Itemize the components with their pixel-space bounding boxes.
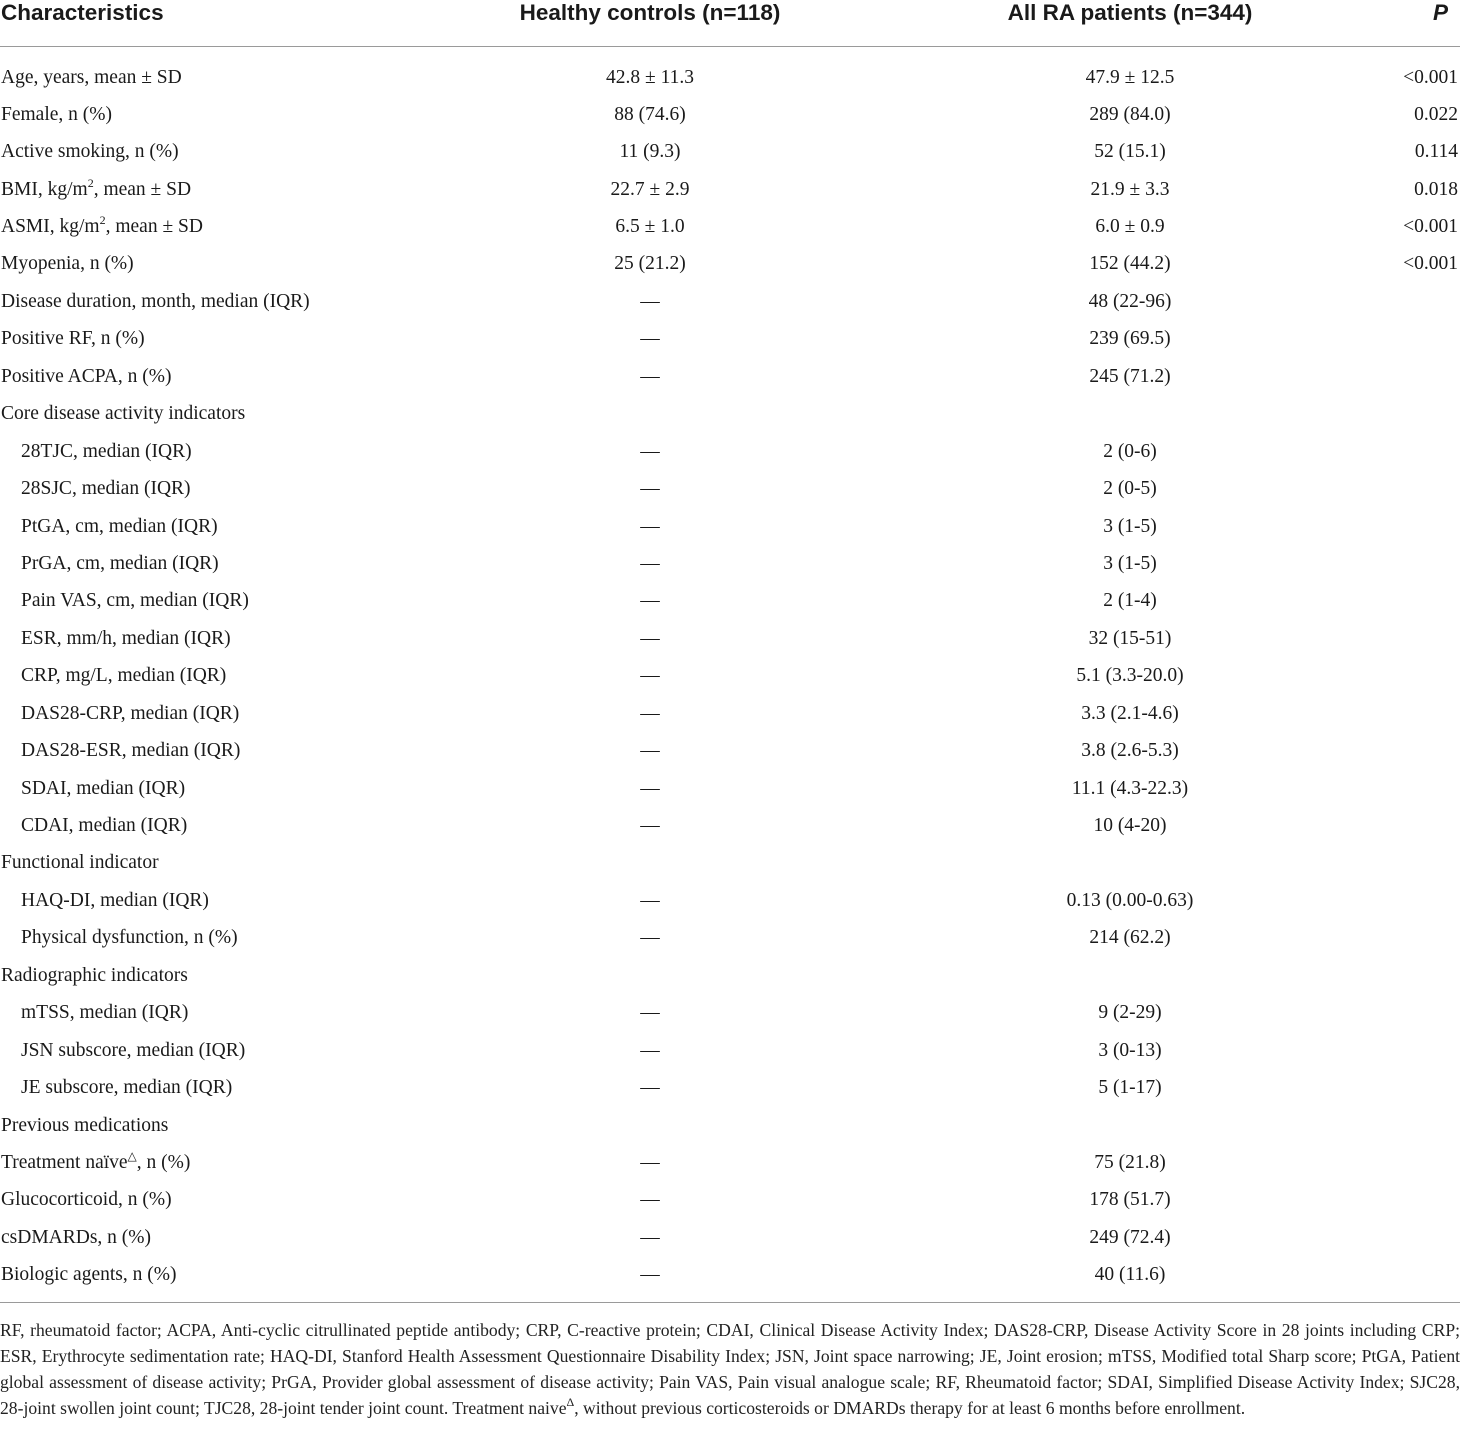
- cell-p-value: [1380, 957, 1460, 994]
- cell-p-value: [1380, 1219, 1460, 1256]
- cell-p-value: [1380, 321, 1460, 358]
- cell-p-value: [1380, 583, 1460, 620]
- row-label: Disease duration, month, median (IQR): [1, 290, 310, 312]
- table-header: [0, 0, 1460, 47]
- table-row: [0, 133, 1460, 170]
- cell-healthy-controls: —: [640, 1226, 660, 1248]
- row-label-superscript: 2: [99, 213, 106, 228]
- row-label: CRP, mg/L, median (IQR): [21, 665, 227, 687]
- cell-healthy-controls: —: [640, 478, 660, 500]
- row-label: Active smoking, n (%): [1, 141, 179, 163]
- cell-healthy-controls: —: [640, 1039, 660, 1061]
- row-label-text-end: , mean ± SD: [93, 178, 192, 200]
- header-healthy-controls: Healthy controls (n=118): [420, 0, 880, 47]
- cell-p-value: [1380, 1032, 1460, 1069]
- cell-p-value: [1380, 732, 1460, 769]
- cell-healthy-controls: —: [640, 365, 660, 387]
- cell-ra-patients: 32 (15-51): [1088, 627, 1172, 649]
- cell-ra-patients: 3 (1-5): [1103, 515, 1157, 537]
- cell-p-value: [1380, 1144, 1460, 1181]
- cell-healthy-controls: —: [640, 552, 660, 574]
- cell-p-value: 0.114: [1414, 141, 1458, 163]
- cell-p-value: [1380, 433, 1460, 470]
- cell-ra-patients: 289 (84.0): [1089, 103, 1171, 125]
- cell-ra-patients: 75 (21.8): [1094, 1151, 1166, 1173]
- cell-ra-patients: 152 (44.2): [1089, 253, 1171, 275]
- row-label: ESR, mm/h, median (IQR): [21, 627, 231, 649]
- cell-p-value: [1380, 807, 1460, 844]
- cell-p-value: [1380, 770, 1460, 807]
- cell-healthy-controls: [420, 1107, 880, 1144]
- cell-ra-patients: 0.13 (0.00-0.63): [1066, 889, 1194, 911]
- row-label: CDAI, median (IQR): [21, 815, 188, 837]
- row-label: Radiographic indicators: [1, 964, 188, 986]
- cell-ra-patients: 3 (0-13): [1098, 1039, 1162, 1061]
- cell-p-value: [1380, 1257, 1460, 1303]
- row-label-text: ASMI, kg/m: [1, 216, 100, 238]
- table-row: [0, 920, 1460, 957]
- row-label: csDMARDs, n (%): [1, 1226, 152, 1248]
- cell-ra-patients: 245 (71.2): [1089, 365, 1171, 387]
- cell-p-value: [1380, 470, 1460, 507]
- cell-p-value: 0.022: [1414, 103, 1458, 125]
- cell-ra-patients: 10 (4-20): [1093, 815, 1167, 837]
- table-row: [0, 882, 1460, 919]
- cell-healthy-controls: —: [640, 927, 660, 949]
- cell-ra-patients: [880, 396, 1380, 433]
- footnote-text: RF, rheumatoid factor; ACPA, Anti-cyclic citrullinated peptide antibody; CRP, C-reactive protein; CDAI, Clinical Disease Activity Index; DAS28-CRP, Disease Activity Score in 28 joints including CRP; ESR, Erythrocyte sedimentation rate; HAQ-DI, Stanford Health Assessment Questionnaire Disability Index; JSN, Joint space narrowing; JE, Joint erosion; mTSS, Modified total Sharp score; PtGA, Patient global assessment of disease activity; PrGA, Provider global assessment of disease activity; Pain VAS, Pain visual analogue scale; RF, Rheumatoid factor; SDAI, Simplified Disease Activity Index; SJC28, 28-joint swollen joint count; TJC28, 28-joint tender joint count. Treatment naive: [0, 1320, 1460, 1418]
- row-label: [0, 171, 420, 208]
- cell-ra-patients: 40 (11.6): [1094, 1264, 1166, 1286]
- table-row: [0, 171, 1460, 208]
- table-row: [0, 283, 1460, 320]
- row-label: [0, 1144, 420, 1181]
- cell-ra-patients: 214 (62.2): [1089, 927, 1171, 949]
- row-label: Positive RF, n (%): [1, 328, 145, 350]
- cell-p-value: [1380, 920, 1460, 957]
- cell-healthy-controls: 25 (21.2): [614, 253, 686, 275]
- table-row: [0, 807, 1460, 844]
- cell-ra-patients: 3 (1-5): [1103, 552, 1157, 574]
- table-row: [0, 470, 1460, 507]
- cell-p-value: [1380, 283, 1460, 320]
- cell-healthy-controls: —: [640, 1002, 660, 1024]
- row-label-text-end: , mean ± SD: [105, 216, 203, 238]
- cell-ra-patients: 249 (72.4): [1089, 1226, 1171, 1248]
- cell-p-value: 0.018: [1414, 178, 1458, 200]
- header-ra-patients: All RA patients (n=344): [880, 0, 1380, 47]
- table-row: [0, 1182, 1460, 1219]
- row-label: JE subscore, median (IQR): [21, 1077, 233, 1099]
- cell-ra-patients: [880, 1107, 1380, 1144]
- row-label-superscript: 2: [87, 175, 94, 190]
- cell-ra-patients: 11.1 (4.3-22.3): [1071, 777, 1189, 799]
- table-row: [0, 47, 1460, 97]
- cell-healthy-controls: [420, 957, 880, 994]
- cell-healthy-controls: —: [640, 889, 660, 911]
- table-row: [0, 246, 1460, 283]
- row-label: 28SJC, median (IQR): [21, 478, 191, 500]
- row-label: Myopenia, n (%): [1, 253, 134, 275]
- cell-healthy-controls: 6.5 ± 1.0: [615, 216, 685, 238]
- cell-p-value: [1380, 695, 1460, 732]
- table-row: [0, 208, 1460, 245]
- row-label: 28TJC, median (IQR): [21, 440, 192, 462]
- cell-p-value: [1380, 1107, 1460, 1144]
- cell-ra-patients: 2 (0-6): [1103, 440, 1157, 462]
- row-label: PtGA, cm, median (IQR): [21, 515, 218, 537]
- cell-healthy-controls: —: [640, 627, 660, 649]
- header-p-value: P: [1380, 0, 1460, 47]
- cell-ra-patients: [880, 957, 1380, 994]
- table-row: [0, 433, 1460, 470]
- row-label: SDAI, median (IQR): [21, 777, 186, 799]
- table-row: [0, 508, 1460, 545]
- cell-p-value: [1380, 995, 1460, 1032]
- cell-p-value: <0.001: [1403, 253, 1458, 275]
- cell-ra-patients: 6.0 ± 0.9: [1095, 216, 1165, 238]
- cell-healthy-controls: —: [640, 665, 660, 687]
- row-label: Functional indicator: [1, 852, 159, 874]
- table-footnote: [0, 1317, 1460, 1421]
- cell-healthy-controls: —: [640, 815, 660, 837]
- footnote-superscript: Δ: [566, 1395, 575, 1409]
- table-row: [0, 732, 1460, 769]
- table-row: [0, 1107, 1460, 1144]
- table-row: [0, 1032, 1460, 1069]
- cell-healthy-controls: —: [640, 1077, 660, 1099]
- header-row: [0, 0, 1460, 47]
- table-row: [0, 695, 1460, 732]
- table-row: [0, 995, 1460, 1032]
- table-row: [0, 1144, 1460, 1181]
- table-row: [0, 583, 1460, 620]
- cell-p-value: <0.001: [1403, 216, 1458, 238]
- table-row: [0, 957, 1460, 994]
- cell-healthy-controls: —: [640, 1189, 660, 1211]
- row-label: DAS28-CRP, median (IQR): [21, 702, 240, 724]
- cell-healthy-controls: 88 (74.6): [614, 103, 686, 125]
- row-label: JSN subscore, median (IQR): [21, 1039, 246, 1061]
- cell-healthy-controls: —: [640, 590, 660, 612]
- cell-p-value: <0.001: [1403, 66, 1458, 88]
- cell-healthy-controls: —: [640, 515, 660, 537]
- row-label-text: BMI, kg/m: [1, 178, 88, 200]
- cell-ra-patients: 21.9 ± 3.3: [1090, 178, 1170, 200]
- table-row: [0, 1219, 1460, 1256]
- row-label: [0, 208, 420, 245]
- table-row: [0, 96, 1460, 133]
- table-row: [0, 396, 1460, 433]
- table-row: [0, 845, 1460, 882]
- row-label: Previous medications: [1, 1114, 169, 1136]
- cell-ra-patients: 2 (1-4): [1103, 590, 1157, 612]
- cell-p-value: [1380, 358, 1460, 395]
- cell-p-value: [1380, 508, 1460, 545]
- table-row: [0, 770, 1460, 807]
- cell-p-value: [1380, 545, 1460, 582]
- cell-p-value: [1380, 1069, 1460, 1106]
- cell-p-value: [1380, 620, 1460, 657]
- row-label: mTSS, median (IQR): [21, 1002, 189, 1024]
- cell-healthy-controls: —: [640, 740, 660, 762]
- table-row: [0, 545, 1460, 582]
- cell-ra-patients: 178 (51.7): [1089, 1189, 1171, 1211]
- cell-healthy-controls: [420, 396, 880, 433]
- row-label: Age, years, mean ± SD: [1, 66, 182, 88]
- cell-ra-patients: 5 (1-17): [1098, 1077, 1162, 1099]
- table-row: [0, 358, 1460, 395]
- cell-ra-patients: 52 (15.1): [1094, 141, 1166, 163]
- cell-healthy-controls: 11 (9.3): [619, 141, 681, 163]
- cell-healthy-controls: —: [640, 777, 660, 799]
- cell-healthy-controls: [420, 845, 880, 882]
- footnote-text-end: , without previous corticosteroids or DMARDs therapy for at least 6 months before enrollment.: [574, 1398, 1246, 1418]
- row-label: Physical dysfunction, n (%): [21, 927, 238, 949]
- cell-healthy-controls: 42.8 ± 11.3: [606, 66, 694, 88]
- cell-ra-patients: 9 (2-29): [1098, 1002, 1162, 1024]
- cell-healthy-controls: —: [640, 440, 660, 462]
- table-row: [0, 1257, 1460, 1303]
- row-label: Glucocorticoid, n (%): [1, 1189, 172, 1211]
- table-row: [0, 658, 1460, 695]
- cell-ra-patients: 239 (69.5): [1089, 328, 1171, 350]
- row-label: Female, n (%): [1, 103, 113, 125]
- table-row: [0, 620, 1460, 657]
- row-label-text: Treatment naïve: [1, 1151, 128, 1173]
- header-characteristics: Characteristics: [0, 0, 420, 47]
- cell-healthy-controls: 22.7 ± 2.9: [610, 178, 690, 200]
- cell-ra-patients: [880, 845, 1380, 882]
- row-label-text-end: , n (%): [136, 1151, 191, 1173]
- row-label: Biologic agents, n (%): [1, 1264, 177, 1286]
- cell-ra-patients: 3.3 (2.1-4.6): [1081, 702, 1179, 724]
- cell-p-value: [1380, 658, 1460, 695]
- cell-p-value: [1380, 882, 1460, 919]
- cell-healthy-controls: —: [640, 1264, 660, 1286]
- cell-healthy-controls: —: [640, 290, 660, 312]
- cell-ra-patients: 2 (0-5): [1103, 478, 1157, 500]
- row-label-superscript: △: [127, 1148, 137, 1163]
- cell-ra-patients: 3.8 (2.6-5.3): [1081, 740, 1179, 762]
- cell-p-value: [1380, 396, 1460, 433]
- cell-healthy-controls: —: [640, 328, 660, 350]
- row-label: Pain VAS, cm, median (IQR): [21, 590, 249, 612]
- cell-p-value: [1380, 845, 1460, 882]
- table-row: [0, 321, 1460, 358]
- table-body: [0, 47, 1460, 1303]
- row-label: DAS28-ESR, median (IQR): [21, 740, 241, 762]
- row-label: PrGA, cm, median (IQR): [21, 552, 219, 574]
- cell-p-value: [1380, 1182, 1460, 1219]
- cell-ra-patients: 47.9 ± 12.5: [1085, 66, 1175, 88]
- row-label: Positive ACPA, n (%): [1, 365, 172, 387]
- cell-healthy-controls: —: [640, 702, 660, 724]
- cell-ra-patients: 5.1 (3.3-20.0): [1076, 665, 1184, 687]
- row-label: Core disease activity indicators: [1, 403, 246, 425]
- table-row: [0, 1069, 1460, 1106]
- cell-healthy-controls: —: [640, 1151, 660, 1173]
- cell-ra-patients: 48 (22-96): [1088, 290, 1172, 312]
- row-label: HAQ-DI, median (IQR): [21, 889, 209, 911]
